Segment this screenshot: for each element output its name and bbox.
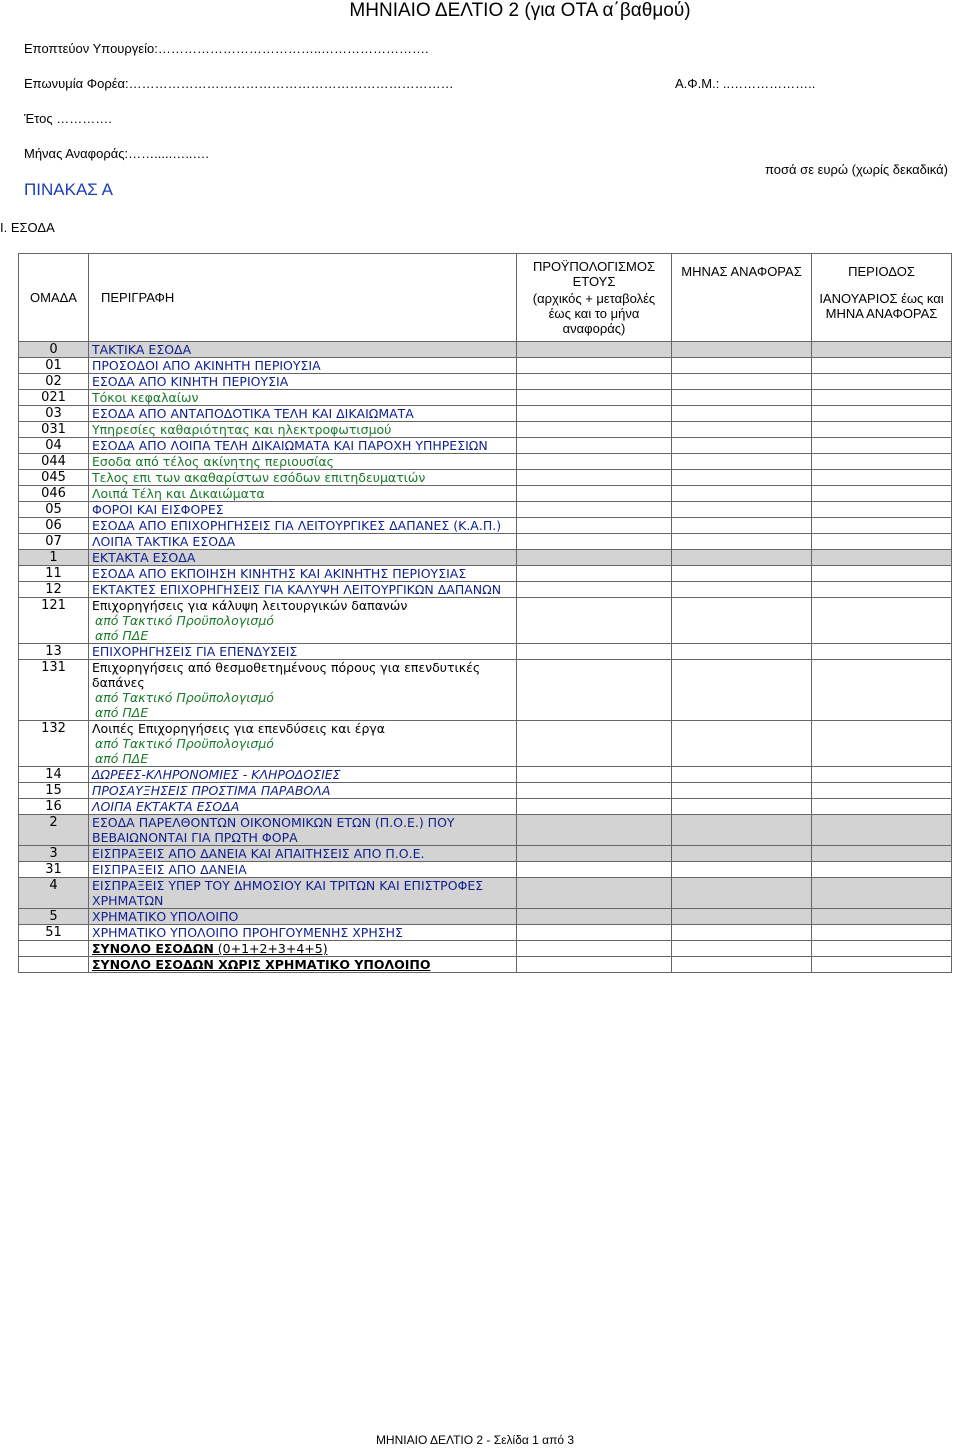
row-code: 51 <box>19 925 89 941</box>
row-budget-cell[interactable] <box>517 582 672 598</box>
row-label <box>92 470 513 485</box>
row-month-cell[interactable] <box>672 878 812 909</box>
row-month-cell[interactable] <box>672 566 812 582</box>
row-budget-cell[interactable] <box>517 846 672 862</box>
row-label-text: ΕΣΟΔΑ ΠΑΡΕΛΘΟΝΤΩΝ ΟΙΚΟΝΟΜΙΚΩΝ ΕΤΩΝ (Π.Ο.Ε.) ΠΟΥ ΒΕΒΑΙΩΝΟΝΤΑΙ ΓΙΑ ΠΡΩΤΗ ΦΟΡΑ <box>92 815 455 845</box>
row-budget-cell[interactable] <box>517 957 672 973</box>
col-budget-header <box>517 254 672 342</box>
row-label-text: ΕΣΟΔΑ ΑΠΟ ΕΠΙΧΟΡΗΓΗΣΕΙΣ ΓΙΑ ΛΕΙΤΟΥΡΓΙΚΕΣ ΔΑΠΑΝΕΣ (Κ.Α.Π.) <box>92 518 502 533</box>
row-label-text: ΦΟΡΟΙ ΚΑΙ ΕΙΣΦΟΡΕΣ <box>92 502 224 517</box>
row-budget-cell[interactable] <box>517 502 672 518</box>
row-code: 13 <box>19 644 89 660</box>
period-header-line1: ΠΕΡΙΟΔΟΣ <box>848 264 915 279</box>
row-code: 06 <box>19 518 89 534</box>
table-row <box>19 941 952 957</box>
row-month-cell[interactable] <box>672 783 812 799</box>
row-description <box>89 660 517 721</box>
row-code: 021 <box>19 390 89 406</box>
row-month-cell[interactable] <box>672 909 812 925</box>
row-period-cell[interactable] <box>812 582 952 598</box>
row-code: 07 <box>19 534 89 550</box>
row-label <box>92 862 513 877</box>
row-label <box>92 342 513 357</box>
row-label-text: ΛΟΙΠΑ ΤΑΚΤΙΚΑ ΕΣΟΔΑ <box>92 534 236 549</box>
row-month-cell[interactable] <box>672 598 812 644</box>
row-description <box>89 941 517 957</box>
row-label-text: ΤΑΚΤΙΚΑ ΕΣΟΔΑ <box>92 342 192 357</box>
row-label <box>92 582 513 597</box>
row-month-cell[interactable] <box>672 374 812 390</box>
row-period-cell[interactable] <box>812 799 952 815</box>
table-row <box>19 815 952 846</box>
row-month-cell[interactable] <box>672 454 812 470</box>
row-code: 045 <box>19 470 89 486</box>
row-budget-cell[interactable] <box>517 422 672 438</box>
table-row <box>19 470 952 486</box>
row-period-cell[interactable] <box>812 566 952 582</box>
table-name: ΠΙΝΑΚΑΣ Α <box>24 180 113 199</box>
row-code: 031 <box>19 422 89 438</box>
table-row <box>19 862 952 878</box>
table-row <box>19 598 952 644</box>
row-budget-cell[interactable] <box>517 721 672 767</box>
row-period-cell[interactable] <box>812 783 952 799</box>
row-code <box>19 957 89 973</box>
row-label-text: Τελος επι των ακαθαρίστων εσόδων επιτηδευματιών <box>92 470 426 485</box>
row-code: 1 <box>19 550 89 566</box>
row-budget-cell[interactable] <box>517 878 672 909</box>
table-row <box>19 925 952 941</box>
row-sub-label: από ΠΔΕ <box>95 628 149 643</box>
section-heading: Ι. ΕΣΟΔΑ <box>0 220 55 235</box>
row-month-cell[interactable] <box>672 941 812 957</box>
row-sub-label: από ΠΔΕ <box>95 751 149 766</box>
row-code: 132 <box>19 721 89 767</box>
row-label <box>92 550 513 565</box>
row-label <box>92 815 513 845</box>
row-period-cell[interactable] <box>812 470 952 486</box>
row-budget-cell[interactable] <box>517 342 672 358</box>
row-label-text: ΕΣΟΔΑ ΑΠΟ ΚΙΝΗΤΗ ΠΕΡΙΟΥΣΙΑ <box>92 374 289 389</box>
row-budget-cell[interactable] <box>517 909 672 925</box>
table-row <box>19 534 952 550</box>
row-budget-cell[interactable] <box>517 550 672 566</box>
row-description <box>89 534 517 550</box>
row-label <box>92 598 513 613</box>
row-budget-cell[interactable] <box>517 941 672 957</box>
row-code: 3 <box>19 846 89 862</box>
row-label-text: ΕΠΙΧΟΡΗΓΗΣΕΙΣ ΓΙΑ ΕΠΕΝΔΥΣΕΙΣ <box>92 644 298 659</box>
row-label <box>92 783 513 798</box>
row-label-text: Τόκοι κεφαλαίων <box>92 390 199 405</box>
row-label-text: Επιχορηγήσεις από θεσμοθετημένους πόρους για επενδυτικές δαπάνες <box>92 660 481 690</box>
row-month-cell[interactable] <box>672 406 812 422</box>
row-description <box>89 799 517 815</box>
row-label <box>92 358 513 373</box>
row-month-cell[interactable] <box>672 470 812 486</box>
row-budget-cell[interactable] <box>517 925 672 941</box>
row-month-cell[interactable] <box>672 342 812 358</box>
table-row <box>19 878 952 909</box>
row-budget-cell[interactable] <box>517 438 672 454</box>
table-row <box>19 909 952 925</box>
row-code: 131 <box>19 660 89 721</box>
row-period-cell[interactable] <box>812 925 952 941</box>
row-label-text: Λοιπές Επιχορηγήσεις για επενδύσεις και έργα <box>92 721 386 736</box>
row-code: 5 <box>19 909 89 925</box>
row-label-text: Επιχορηγήσεις για κάλυψη λειτουργικών δαπανών <box>92 598 408 613</box>
table-row <box>19 957 952 973</box>
col-period-header <box>812 254 952 342</box>
row-description <box>89 925 517 941</box>
row-description <box>89 358 517 374</box>
col-description-header: ΠΕΡΙΓΡΑΦΗ <box>89 254 517 342</box>
row-month-cell[interactable] <box>672 502 812 518</box>
row-label <box>92 644 513 659</box>
row-code: 12 <box>19 582 89 598</box>
row-description <box>89 390 517 406</box>
row-description <box>89 454 517 470</box>
page-title: ΜΗΝΙΑΙΟ ΔΕΛΤΙΟ 2 (για ΟΤΑ α΄βαθμού) <box>349 0 691 21</box>
row-label-text: ΛΟΙΠΑ ΕΚΤΑΚΤΑ ΕΣΟΔΑ <box>92 799 240 814</box>
table-row <box>19 721 952 767</box>
row-code: 4 <box>19 878 89 909</box>
row-label-text: ΠΡΟΣΑΥΞΗΣΕΙΣ ΠΡΟΣΤΙΜΑ ΠΑΡΑΒΟΛΑ <box>92 783 331 798</box>
row-month-cell[interactable] <box>672 957 812 973</box>
row-code: 046 <box>19 486 89 502</box>
row-period-cell[interactable] <box>812 342 952 358</box>
row-sub-label: από Τακτικό Προϋπολογισμό <box>95 736 274 751</box>
row-period-cell[interactable] <box>812 644 952 660</box>
row-description <box>89 550 517 566</box>
row-label-text: ΕΣΟΔΑ ΑΠΟ ΕΚΠΟΙΗΣΗ ΚΙΝΗΤΗΣ ΚΑΙ ΑΚΙΝΗΤΗΣ ΠΕΡΙΟΥΣΙΑΣ <box>92 566 467 581</box>
row-budget-cell[interactable] <box>517 390 672 406</box>
row-description <box>89 518 517 534</box>
row-label-text: ΣΥΝΟΛΟ ΕΣΟΔΩΝ ΧΩΡΙΣ ΧΡΗΜΑΤΙΚΟ ΥΠΟΛΟΙΠΟ <box>92 957 431 972</box>
table-row <box>19 799 952 815</box>
row-period-cell[interactable] <box>812 598 952 644</box>
row-period-cell[interactable] <box>812 454 952 470</box>
table-row <box>19 406 952 422</box>
row-sub-label: από ΠΔΕ <box>95 705 149 720</box>
table-row <box>19 582 952 598</box>
row-month-cell[interactable] <box>672 518 812 534</box>
row-label-text: ΠΡΟΣΟΔΟΙ ΑΠΟ ΑΚΙΝΗΤΗ ΠΕΡΙΟΥΣΙΑ <box>92 358 321 373</box>
row-label <box>92 390 513 405</box>
month-field: Μήνας Αναφοράς:…….....…..…. <box>24 146 210 161</box>
row-label <box>92 502 513 517</box>
row-code: 03 <box>19 406 89 422</box>
row-description <box>89 862 517 878</box>
row-code: 11 <box>19 566 89 582</box>
row-description <box>89 406 517 422</box>
row-label <box>92 957 513 972</box>
row-code: 044 <box>19 454 89 470</box>
row-month-cell[interactable] <box>672 582 812 598</box>
table-row <box>19 358 952 374</box>
row-period-cell[interactable] <box>812 406 952 422</box>
row-period-cell[interactable] <box>812 502 952 518</box>
row-label <box>92 799 513 814</box>
col-month-header: ΜΗΝΑΣ ΑΝΑΦΟΡΑΣ <box>672 254 812 342</box>
budget-header-line1: ΠΡΟΫΠΟΛΟΓΙΣΜΟΣ ΕΤΟΥΣ <box>533 259 655 289</box>
row-description <box>89 909 517 925</box>
row-label-text: ΧΡΗΜΑΤΙΚΟ ΥΠΟΛΟΙΠΟ <box>92 909 239 924</box>
row-description <box>89 815 517 846</box>
row-budget-cell[interactable] <box>517 644 672 660</box>
row-period-cell[interactable] <box>812 721 952 767</box>
row-label-text: ΕΙΣΠΡΑΞΕΙΣ ΥΠΕΡ ΤΟΥ ΔΗΜΟΣΙΟΥ ΚΑΙ ΤΡΙΤΩΝ ΚΑΙ ΕΠΙΣΤΡΟΦΕΣ ΧΡΗΜΑΤΩΝ <box>92 878 484 908</box>
row-label-text: ΕΚΤΑΚΤΑ ΕΣΟΔΑ <box>92 550 196 565</box>
row-month-cell[interactable] <box>672 721 812 767</box>
row-label <box>92 486 513 501</box>
row-description <box>89 721 517 767</box>
row-period-cell[interactable] <box>812 422 952 438</box>
row-period-cell[interactable] <box>812 486 952 502</box>
row-period-cell[interactable] <box>812 390 952 406</box>
row-budget-cell[interactable] <box>517 470 672 486</box>
row-budget-cell[interactable] <box>517 799 672 815</box>
row-description <box>89 582 517 598</box>
table-row <box>19 783 952 799</box>
row-code: 05 <box>19 502 89 518</box>
row-description <box>89 470 517 486</box>
row-budget-cell[interactable] <box>517 566 672 582</box>
revenue-table <box>18 253 952 973</box>
row-period-cell[interactable] <box>812 660 952 721</box>
period-header-line2: ΙΑΝΟΥΑΡΙΟΣ έως και ΜΗΝΑ ΑΝΑΦΟΡΑΣ <box>819 291 944 321</box>
row-label <box>92 406 513 421</box>
row-label-text: Εσοδα από τέλος ακίνητης περιουσίας <box>92 454 334 469</box>
row-month-cell[interactable] <box>672 846 812 862</box>
row-description <box>89 502 517 518</box>
row-code: 15 <box>19 783 89 799</box>
row-month-cell[interactable] <box>672 390 812 406</box>
row-code: 16 <box>19 799 89 815</box>
row-label <box>92 721 513 736</box>
row-code: 01 <box>19 358 89 374</box>
row-label-text: Λοιπά Τέλη και Δικαιώματα <box>92 486 265 501</box>
row-description <box>89 374 517 390</box>
row-label <box>92 878 513 908</box>
row-period-cell[interactable] <box>812 862 952 878</box>
row-label <box>92 534 513 549</box>
row-label-text: ΔΩΡΕΕΣ-ΚΛΗΡΟΝΟΜΙΕΣ - ΚΛΗΡΟΔΟΣΙΕΣ <box>92 767 341 782</box>
row-description <box>89 342 517 358</box>
row-month-cell[interactable] <box>672 799 812 815</box>
row-month-cell[interactable] <box>672 815 812 846</box>
table-row <box>19 644 952 660</box>
year-field: Έτος …………. <box>24 111 112 126</box>
row-description <box>89 878 517 909</box>
row-label <box>92 846 513 861</box>
ministry-field: Εποπτεύον Υπουργείο:………………………………..……………………. <box>24 41 429 56</box>
row-sub-label: από Τακτικό Προϋπολογισμό <box>95 690 274 705</box>
row-period-cell[interactable] <box>812 358 952 374</box>
table-row <box>19 342 952 358</box>
row-label <box>92 925 513 940</box>
table-row <box>19 374 952 390</box>
row-code: 2 <box>19 815 89 846</box>
table-row <box>19 518 952 534</box>
row-month-cell[interactable] <box>672 925 812 941</box>
row-period-cell[interactable] <box>812 941 952 957</box>
row-description <box>89 486 517 502</box>
col-group-header: ΟΜΑΔΑ <box>19 254 89 342</box>
row-label-text: ΕΣΟΔΑ ΑΠΟ ΑΝΤΑΠΟΔΟΤΙΚΑ ΤΕΛΗ ΚΑΙ ΔΙΚΑΙΩΜΑΤΑ <box>92 406 414 421</box>
table-row <box>19 454 952 470</box>
row-budget-cell[interactable] <box>517 660 672 721</box>
row-budget-cell[interactable] <box>517 406 672 422</box>
row-label-suffix: (0+1+2+3+4+5) <box>213 941 328 956</box>
row-budget-cell[interactable] <box>517 358 672 374</box>
row-code: 14 <box>19 767 89 783</box>
row-month-cell[interactable] <box>672 644 812 660</box>
row-period-cell[interactable] <box>812 957 952 973</box>
row-budget-cell[interactable] <box>517 862 672 878</box>
row-label <box>92 909 513 924</box>
row-budget-cell[interactable] <box>517 815 672 846</box>
table-row <box>19 550 952 566</box>
row-period-cell[interactable] <box>812 550 952 566</box>
row-description <box>89 767 517 783</box>
row-description <box>89 566 517 582</box>
table-row <box>19 846 952 862</box>
row-period-cell[interactable] <box>812 767 952 783</box>
row-label <box>92 438 513 453</box>
row-description <box>89 644 517 660</box>
row-period-cell[interactable] <box>812 438 952 454</box>
row-period-cell[interactable] <box>812 518 952 534</box>
row-code: 0 <box>19 342 89 358</box>
row-label-text: ΕΙΣΠΡΑΞΕΙΣ ΑΠΟ ΔΑΝΕΙΑ <box>92 862 247 877</box>
afm-field: Α.Φ.Μ.: ..……………….. <box>675 76 816 91</box>
page-footer: ΜΗΝΙΑΙΟ ΔΕΛΤΙΟ 2 - Σελίδα 1 από 3 <box>375 1433 575 1447</box>
row-label <box>92 941 513 956</box>
row-label-text: ΧΡΗΜΑΤΙΚΟ ΥΠΟΛΟΙΠΟ ΠΡΟΗΓΟΥΜΕΝΗΣ ΧΡΗΣΗΣ <box>92 925 403 940</box>
row-label-text: ΕΚΤΑΚΤΕΣ ΕΠΙΧΟΡΗΓΗΣΕΙΣ ΓΙΑ ΚΑΛΥΨΗ ΛΕΙΤΟΥΡΓΙΚΩΝ ΔΑΠΑΝΩΝ <box>92 582 502 597</box>
row-period-cell[interactable] <box>812 815 952 846</box>
table-row <box>19 767 952 783</box>
table-row <box>19 438 952 454</box>
row-budget-cell[interactable] <box>517 454 672 470</box>
row-label-text: ΣΥΝΟΛΟ ΕΣΟΔΩΝ <box>92 941 214 956</box>
row-label-text: ΕΣΟΔΑ ΑΠΟ ΛΟΙΠΑ ΤΕΛΗ ΔΙΚΑΙΩΜΑΤΑ ΚΑΙ ΠΑΡΟΧΗ ΥΠΗΡΕΣΙΩΝ <box>92 438 488 453</box>
row-month-cell[interactable] <box>672 550 812 566</box>
row-description <box>89 846 517 862</box>
row-month-cell[interactable] <box>672 767 812 783</box>
table-row <box>19 660 952 721</box>
row-label-text: ΕΙΣΠΡΑΞΕΙΣ ΑΠΟ ΔΑΝΕΙΑ ΚΑΙ ΑΠΑΙΤΗΣΕΙΣ ΑΠΟ Π.Ο.Ε. <box>92 846 425 861</box>
row-label <box>92 374 513 389</box>
table-row <box>19 422 952 438</box>
row-month-cell[interactable] <box>672 862 812 878</box>
body-name-field: Επωνυμία Φορέα:………………………………………………………………… <box>24 76 454 91</box>
amounts-note: ποσά σε ευρώ (χωρίς δεκαδικά) <box>765 162 948 177</box>
row-description <box>89 957 517 973</box>
row-budget-cell[interactable] <box>517 783 672 799</box>
row-period-cell[interactable] <box>812 534 952 550</box>
row-label <box>92 518 513 533</box>
row-code <box>19 941 89 957</box>
row-label <box>92 422 513 437</box>
row-sub-label: από Τακτικό Προϋπολογισμό <box>95 613 274 628</box>
row-description <box>89 783 517 799</box>
row-code: 04 <box>19 438 89 454</box>
row-label-text: Υπηρεσίες καθαριότητας και ηλεκτροφωτισμού <box>92 422 392 437</box>
row-budget-cell[interactable] <box>517 598 672 644</box>
row-month-cell[interactable] <box>672 534 812 550</box>
row-period-cell[interactable] <box>812 846 952 862</box>
row-label <box>92 566 513 581</box>
row-code: 31 <box>19 862 89 878</box>
row-period-cell[interactable] <box>812 878 952 909</box>
row-budget-cell[interactable] <box>517 518 672 534</box>
table-header-row <box>19 254 952 342</box>
row-month-cell[interactable] <box>672 422 812 438</box>
row-description <box>89 438 517 454</box>
row-budget-cell[interactable] <box>517 374 672 390</box>
row-period-cell[interactable] <box>812 909 952 925</box>
row-description <box>89 598 517 644</box>
row-description <box>89 422 517 438</box>
row-month-cell[interactable] <box>672 438 812 454</box>
budget-header-line2: (αρχικός + μεταβολές έως και το μήνα αναφοράς) <box>532 291 656 336</box>
row-label <box>92 767 513 782</box>
row-label <box>92 660 513 690</box>
row-code: 02 <box>19 374 89 390</box>
row-budget-cell[interactable] <box>517 767 672 783</box>
row-code: 121 <box>19 598 89 644</box>
row-label <box>92 454 513 469</box>
row-budget-cell[interactable] <box>517 486 672 502</box>
table-row <box>19 502 952 518</box>
row-month-cell[interactable] <box>672 358 812 374</box>
row-period-cell[interactable] <box>812 374 952 390</box>
table-row <box>19 486 952 502</box>
table-row <box>19 390 952 406</box>
row-month-cell[interactable] <box>672 660 812 721</box>
row-month-cell[interactable] <box>672 486 812 502</box>
row-budget-cell[interactable] <box>517 534 672 550</box>
table-row <box>19 566 952 582</box>
